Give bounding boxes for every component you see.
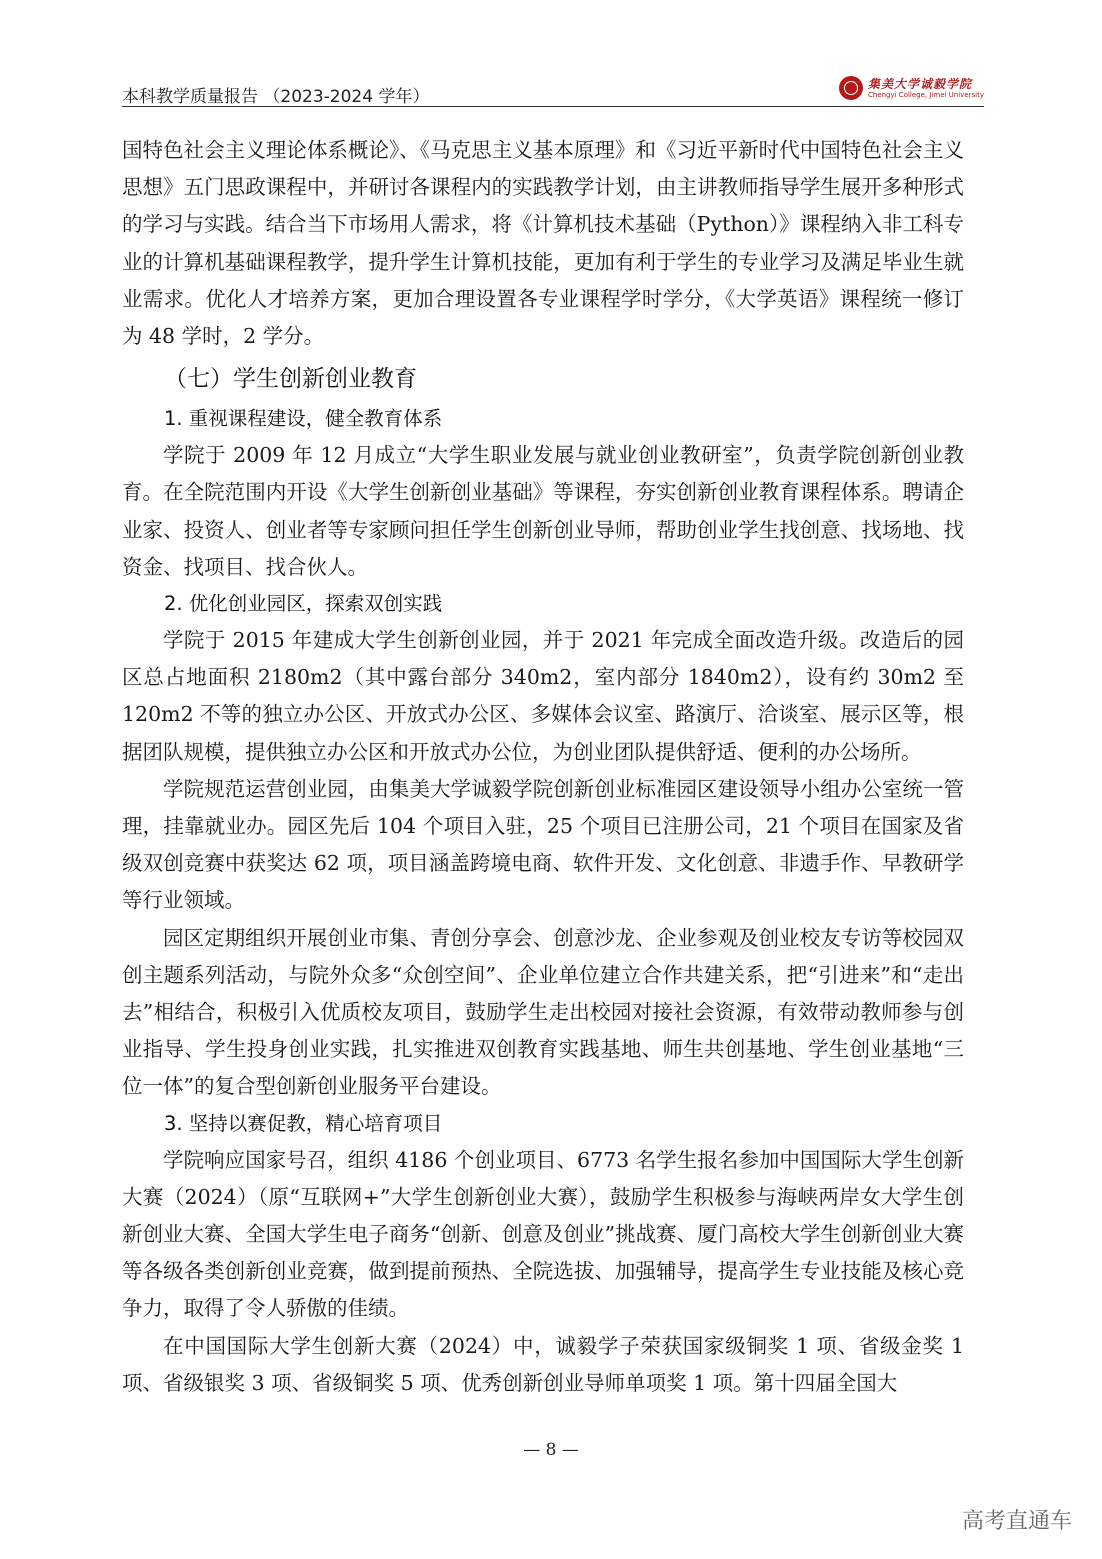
paragraph-4: 园区定期组织开展创业市集、青创分享会、创意沙龙、企业参观及创业校友专访等校园双创主题系列活动，与院外众多“众创空间”、企业单位建立合作共建关系，把“引进来”和“走出去”相结合，积极引入优质校友项目，鼓励学生走出校园对接社会资源，有效带动教师参与创业指导、学生投身创业实践，扎实推进双创教育实践基地、师生共创基地、学生创业基地“三位一体”的复合型创新创业服务平台建设。	[122, 925, 964, 1099]
subsection-title-1: 1. 重视课程建设，健全教育体系	[164, 407, 443, 431]
paragraph-6: 在中国国际大学生创新大赛（2024）中，诚毅学子荣获国家级铜奖 1 项、省级金奖 1 项、省级银奖 3 项、省级铜奖 5 项、优秀创新创业导师单项奖 1 项。第十四届全国大	[122, 1333, 964, 1395]
subsection-title-2: 2. 优化创业园区，探索双创实践	[164, 592, 443, 616]
header-divider	[122, 106, 984, 107]
section-title: （七）学生创新创业教育	[164, 366, 417, 393]
page-header	[122, 76, 984, 106]
subsection-title-3: 3. 坚持以赛促教，精心培育项目	[164, 1111, 443, 1135]
paragraph-3: 学院规范运营创业园，由集美大学诚毅学院创新创业标准园区建设领导小组办公室统一管理，挂靠就业办。园区先后 104 个项目入驻，25 个项目已注册公司，21 个项目在国家及省级双创竞赛中获奖达 62 项，项目涵盖跨境电商、软件开发、文化创意、非遗手作、早教研学等行业领域。	[122, 776, 964, 913]
watermark: 高考直通车	[961, 1509, 1072, 1534]
college-seal-icon	[839, 76, 863, 100]
paragraph-2: 学院于 2015 年建成大学生创新创业园，并于 2021 年完成全面改造升级。改造后的园区总占地面积 2180m2（其中露台部分 340m2，室内部分 1840m2），设有约 30m2 至 120m2 不等的独立办公区、开放式办公区、多媒体会议室、路演厅、洽谈室、展示区等，根据团队规模，提供独立办公区和开放式办公位，为创业团队提供舒适、便利的办公场所。	[122, 628, 964, 764]
logo-english-name: Chengyi College, Jimei University	[867, 90, 984, 99]
report-title: 本科教学质量报告 （2023-2024 学年）	[122, 87, 430, 107]
page-number: — 8 —	[523, 1440, 579, 1460]
logo-chinese-name: 集美大学诚毅学院	[867, 76, 972, 91]
paragraph-continued: 国特色社会主义理论体系概论》、《马克思主义基本原理》和《习近平新时代中国特色社会主义思想》五门思政课程中，并研讨各课程内的实践教学计划，由主讲教师指导学生展开多种形式的学习与实践。结合当下市场用人需求，将《计算机技术基础（Python）》课程纳入非工科专业的计算机基础课程教学，提升学生计算机技能，更加有利于学生的专业学习及满足毕业生就业需求。优化人才培养方案，更加合理设置各专业课程学时学分，《大学英语》课程统一修订为 48 学时，2 学分。	[122, 138, 964, 349]
page-body	[122, 132, 964, 1402]
logo-text	[868, 78, 984, 99]
college-logo	[839, 76, 984, 100]
paragraph-1: 学院于 2009 年 12 月成立“大学生职业发展与就业创业教研室”，负责学院创新创业教育。在全院范围内开设《大学生创新创业基础》等课程，夯实创新创业教育课程体系。聘请企业家、投资人、创业者等专家顾问担任学生创新创业导师，帮助创业学生找创意、找场地、找资金、找项目、找合伙人。	[122, 443, 964, 579]
paragraph-5: 学院响应国家号召，组织 4186 个创业项目、6773 名学生报名参加中国国际大学生创新大赛（2024）（原“互联网+”大学生创新创业大赛），鼓励学生积极参与海峡两岸女大学生创新创业大赛、全国大学生电子商务“创新、创意及创业”挑战赛、厦门高校大学生创新创业大赛等各级各类创新创业竞赛，做到提前预热、全院选拔、加强辅导，提高学生专业技能及核心竞争力，取得了令人骄傲的佳绩。	[122, 1147, 964, 1321]
